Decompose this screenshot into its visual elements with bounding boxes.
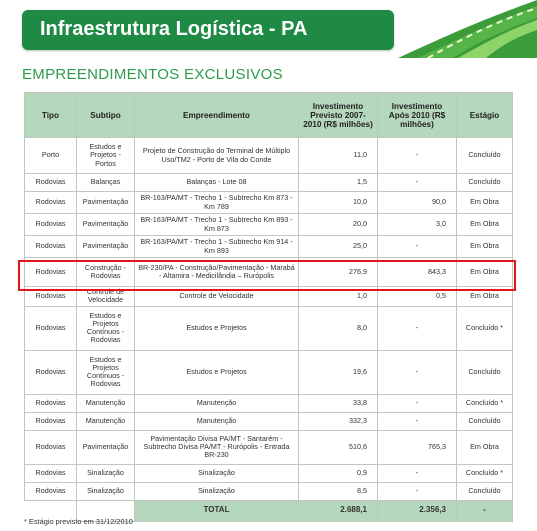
table-row	[25, 412, 513, 430]
total-apos: 2.356,3	[378, 500, 457, 521]
cell-tipo: Rodovias	[25, 214, 77, 236]
cell-previsto: 1,5	[299, 174, 378, 192]
cell-previsto: 11,0	[299, 138, 378, 174]
table-row	[25, 174, 513, 192]
header-subtipo: Subtipo	[77, 93, 135, 138]
cell-empreendimento: Balanças - Lote 08	[135, 174, 299, 192]
cell-tipo: Rodovias	[25, 394, 77, 412]
cell-tipo: Rodovias	[25, 482, 77, 500]
cell-estagio: Em Obra	[457, 214, 513, 236]
cell-previsto: 1,0	[299, 287, 378, 307]
cell-empreendimento: Sinalização	[135, 482, 299, 500]
cell-empreendimento: Sinalização	[135, 464, 299, 482]
cell-empreendimento: BR-163/PA/MT - Trecho 1 - Subtrecho Km 914 - Km 893	[135, 236, 299, 258]
table-row	[25, 214, 513, 236]
cell-empreendimento: Pavimentação Divisa PA/MT - Santarém - Subtrecho Divisa PA/MT - Rurópolis - Entrada BR-230	[135, 430, 299, 464]
projects-table	[24, 92, 513, 522]
cell-subtipo: Balanças	[77, 174, 135, 192]
cell-apos: 0,5	[378, 287, 457, 307]
cell-apos: -	[378, 138, 457, 174]
table-row	[25, 192, 513, 214]
cell-previsto: 276,9	[299, 258, 378, 287]
cell-empreendimento: BR-163/PA/MT - Trecho 1 - Subtrecho Km 873 - Km 789	[135, 192, 299, 214]
cell-previsto: 0,9	[299, 464, 378, 482]
table-row	[25, 482, 513, 500]
cell-estagio: Concluído *	[457, 394, 513, 412]
cell-previsto: 332,3	[299, 412, 378, 430]
cell-subtipo: Sinalização	[77, 464, 135, 482]
cell-apos: -	[378, 464, 457, 482]
cell-previsto: 8,0	[299, 306, 378, 350]
cell-subtipo: Manutenção	[77, 394, 135, 412]
cell-apos: 765,3	[378, 430, 457, 464]
cell-previsto: 510,6	[299, 430, 378, 464]
table-row	[25, 464, 513, 482]
cell-estagio: Concluído	[457, 174, 513, 192]
cell-tipo: Rodovias	[25, 287, 77, 307]
table-row	[25, 350, 513, 394]
cell-estagio: Concluído *	[457, 306, 513, 350]
table-row	[25, 287, 513, 307]
cell-empreendimento: BR-163/PA/MT - Trecho 1 - Subtrecho Km 893 - Km 873	[135, 214, 299, 236]
cell-tipo: Rodovias	[25, 412, 77, 430]
cell-empreendimento: BR-230/PA - Construção/Pavimentação - Marabá - Altamira - Medicilândia – Rurópolis	[135, 258, 299, 287]
cell-previsto: 10,0	[299, 192, 378, 214]
cell-tipo: Rodovias	[25, 174, 77, 192]
cell-subtipo: Estudos e Projetos Contínuos - Rodovias	[77, 306, 135, 350]
cell-subtipo: Estudos e Projetos Contínuos - Rodovias	[77, 350, 135, 394]
total-estagio: -	[457, 500, 513, 521]
cell-empreendimento: Estudos e Projetos	[135, 306, 299, 350]
table-row	[25, 258, 513, 287]
page-title: Infraestrutura Logística - PA	[40, 18, 308, 40]
cell-tipo: Porto	[25, 138, 77, 174]
cell-empreendimento: Projeto de Construção do Terminal de Múltiplo Uso/TM2 - Porto de Vila do Conde	[135, 138, 299, 174]
header-investimento-apos: Investimento Após 2010 (R$ milhões)	[378, 93, 457, 138]
header-investimento-previsto: Investimento Previsto 2007-2010 (R$ milhões)	[299, 93, 378, 138]
cell-previsto: 20,0	[299, 214, 378, 236]
cell-apos: -	[378, 482, 457, 500]
table-header-row	[25, 93, 513, 138]
cell-apos: -	[378, 236, 457, 258]
road-logo-icon	[398, 0, 537, 58]
cell-estagio: Em Obra	[457, 258, 513, 287]
cell-estagio: Concluído *	[457, 464, 513, 482]
section-title: EMPREENDIMENTOS EXCLUSIVOS	[22, 66, 283, 83]
cell-empreendimento: Manutenção	[135, 412, 299, 430]
cell-subtipo: Manutenção	[77, 412, 135, 430]
cell-subtipo: Pavimentação	[77, 430, 135, 464]
cell-estagio: Concluído	[457, 482, 513, 500]
cell-estagio: Concluído	[457, 138, 513, 174]
cell-subtipo: Sinalização	[77, 482, 135, 500]
cell-previsto: 25,0	[299, 236, 378, 258]
table-row	[25, 236, 513, 258]
cell-estagio: Concluído	[457, 412, 513, 430]
cell-subtipo: Estudos e Projetos - Portos	[77, 138, 135, 174]
cell-estagio: Em Obra	[457, 236, 513, 258]
table-row	[25, 306, 513, 350]
cell-tipo: Rodovias	[25, 350, 77, 394]
cell-apos: 90,0	[378, 192, 457, 214]
header-empreendimento: Empreendimento	[135, 93, 299, 138]
cell-estagio: Em Obra	[457, 192, 513, 214]
cell-estagio: Em Obra	[457, 430, 513, 464]
cell-subtipo: Pavimentação	[77, 236, 135, 258]
cell-tipo: Rodovias	[25, 192, 77, 214]
table-row	[25, 394, 513, 412]
cell-previsto: 19,6	[299, 350, 378, 394]
cell-tipo: Rodovias	[25, 306, 77, 350]
table-row	[25, 138, 513, 174]
cell-tipo: Rodovias	[25, 430, 77, 464]
cell-estagio: Concluído	[457, 350, 513, 394]
cell-empreendimento: Estudos e Projetos	[135, 350, 299, 394]
cell-empreendimento: Controle de Velocidade	[135, 287, 299, 307]
table-row	[25, 430, 513, 464]
cell-subtipo: Construção - Rodovias	[77, 258, 135, 287]
total-label: TOTAL	[135, 500, 299, 521]
cell-tipo: Rodovias	[25, 236, 77, 258]
header-estagio: Estágio	[457, 93, 513, 138]
cell-tipo: Rodovias	[25, 258, 77, 287]
cell-estagio: Em Obra	[457, 287, 513, 307]
cell-subtipo: Pavimentação	[77, 214, 135, 236]
cell-tipo: Rodovias	[25, 464, 77, 482]
cell-apos: -	[378, 174, 457, 192]
cell-previsto: 8,5	[299, 482, 378, 500]
cell-apos: -	[378, 306, 457, 350]
cell-apos: -	[378, 350, 457, 394]
cell-subtipo: Controle de Velocidade	[77, 287, 135, 307]
header-tipo: Tipo	[25, 93, 77, 138]
cell-previsto: 33,8	[299, 394, 378, 412]
cell-subtipo: Pavimentação	[77, 192, 135, 214]
total-previsto: 2.688,1	[299, 500, 378, 521]
footnote: * Estágio previsto em 31/12/2010	[24, 517, 133, 526]
cell-apos: -	[378, 394, 457, 412]
cell-apos: -	[378, 412, 457, 430]
cell-empreendimento: Manutenção	[135, 394, 299, 412]
title-banner	[22, 10, 394, 50]
cell-apos: 3,0	[378, 214, 457, 236]
cell-apos: 843,3	[378, 258, 457, 287]
